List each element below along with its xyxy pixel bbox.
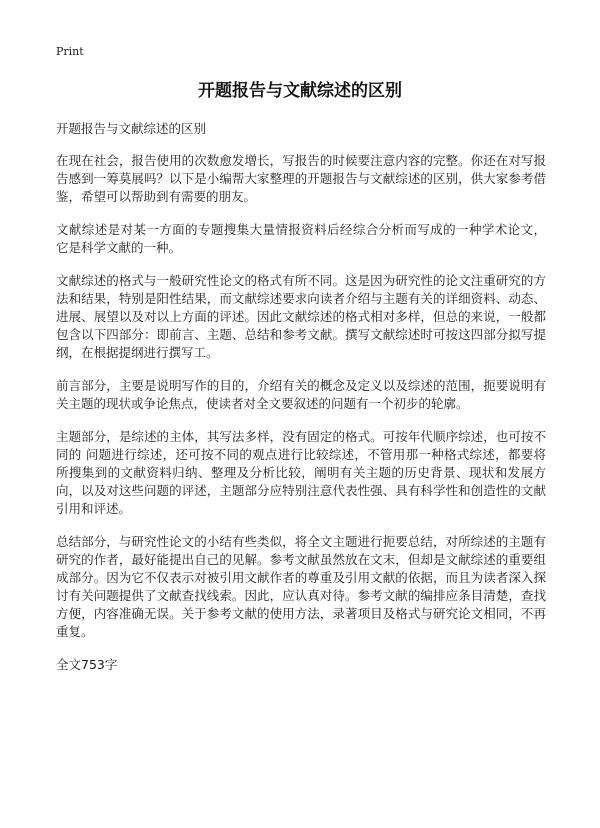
subtitle: 开题报告与文献综述的区别	[56, 121, 207, 136]
paragraph-preface: 前言部分，主要是说明写作的目的，介绍有关的概念及定义以及综述的范围，扼要说明有关主题的现状或争论焦点，使读者对全文要叙述的问题有一个初步的轮廓。	[56, 378, 546, 411]
article-body	[56, 152, 546, 674]
paragraph-definition: 文献综述是对某一方面的专题搜集大量情报资料后经综合分析而写成的一种学术论文， 它是科学文献的一种。	[56, 222, 546, 255]
paragraph-format: 文献综述的格式与一般研究性论文的格式有所不同。这是因为研究性的论文注重研究的方法和结果，特别是阳性结果，而文献综述要求向读者介绍与主题有关的详细资料、动态、进展、展望以及对以上方面的评述。因此文献综述的格式相对多样，但总的来说，一般都包含以下四部分：即前言、主题、总结和参考文献。撰写文献综述时可按这四部分拟写提纲，在根据提纲进行撰写工。	[56, 273, 546, 360]
paragraph-intro: 在现在社会，报告使用的次数愈发增长，写报告的时候要注意内容的完整。你还在对写报告感到一筹莫展吗？以下是小编帮大家整理的开题报告与文献综述的区别，供大家参考借鉴，希望可以帮助到有需要的朋友。	[56, 153, 546, 204]
paragraph-main: 主题部分，是综述的主体，其写法多样，没有固定的格式。可按年代顺序综述，也可按不同的 问题进行综述，还可按不同的观点进行比较综述，不管用那一种格式综述，都要将所搜集到的文献资料归纳、整理及分析比较，阐明有关主题的历史背景、现状和发展方向，以及对这些问题的评述，主题部分应特别注意代表性强、具有科学性和创造性的文献引用和评述。	[56, 429, 546, 516]
word-count: 全文753字	[56, 657, 118, 672]
page-title: 开题报告与文献综述的区别	[198, 81, 402, 101]
print-link[interactable]: Print	[56, 45, 84, 58]
paragraph-summary: 总结部分，与研究性论文的小结有些类似，将全文主题进行扼要总结，对所综述的主题有研究的作者，最好能提出自己的见解。参考文献虽然放在文末，但却是文献综述的重要组成部分。因为它不仅表示对被引用文献作者的尊重及引用文献的依据，而且为读者深入探讨有关问题提供了文献查找线索。因此，应认真对待。参考文献的编排应条目清楚，查找方便，内容准确无误。关于参考文献的使用方法，录著项目及格式与研究论文相同，不再重复。	[56, 534, 546, 639]
